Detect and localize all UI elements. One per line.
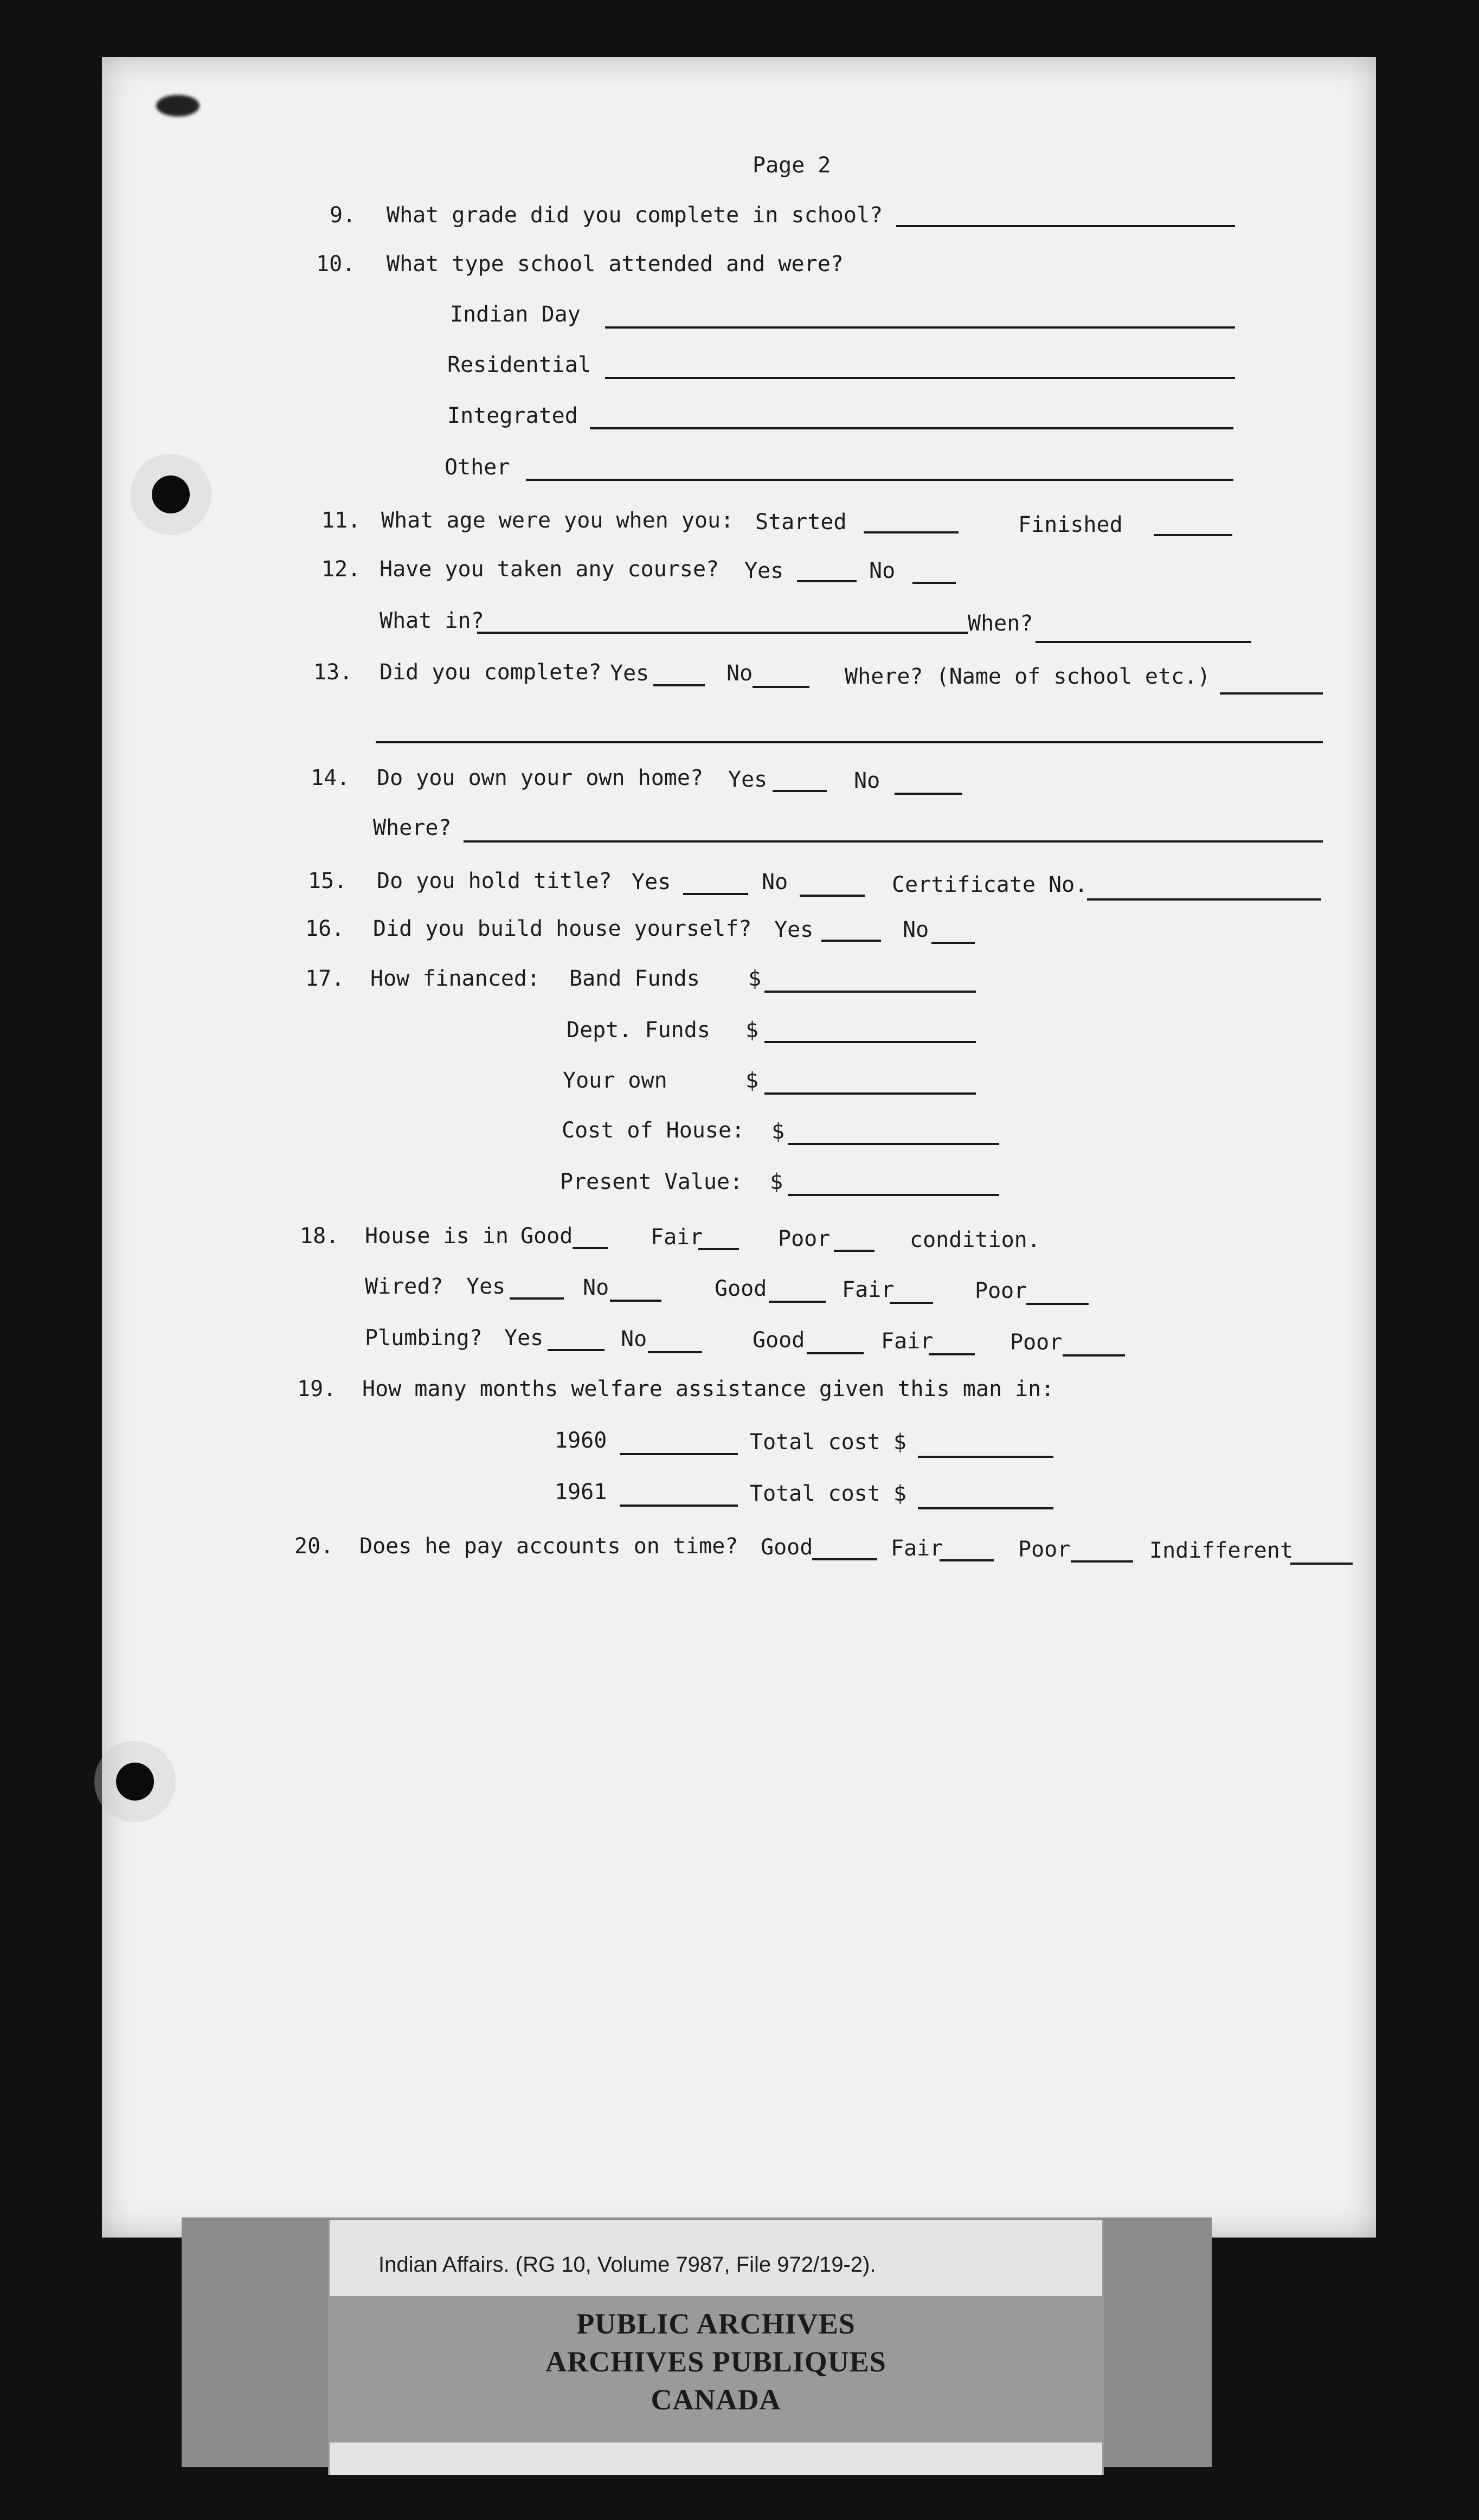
q16-number: 16. <box>305 916 345 941</box>
q17-present-value-label: Present Value: <box>560 1169 743 1194</box>
q15-number: 15. <box>308 869 348 893</box>
q10-indian-day-line[interactable] <box>605 326 1235 329</box>
q18-text: House is in <box>365 1224 509 1249</box>
q13-where-label: Where? (Name of school etc.) <box>845 664 1211 689</box>
q12-what-in-line[interactable] <box>477 632 968 634</box>
q14-where-label: Where? <box>373 815 452 840</box>
q15-certificate-line[interactable] <box>1087 898 1321 901</box>
q17-cost-of-house-dollar: $ <box>771 1119 785 1144</box>
q18-plumbing-poor-line[interactable] <box>1063 1354 1125 1357</box>
q12-what-in-label: What in? <box>380 608 484 633</box>
q18-number: 18. <box>300 1224 339 1249</box>
q12-yes-label: Yes <box>744 558 784 583</box>
q17-text: How financed: <box>370 966 541 991</box>
q18-wired-fair-line[interactable] <box>890 1302 933 1304</box>
q19-year-1960: 1960 <box>555 1428 607 1453</box>
q18-plumbing-no-line[interactable] <box>648 1351 702 1353</box>
q10-option-other: Other <box>445 455 510 480</box>
q17-dept-funds-line[interactable] <box>764 1041 976 1043</box>
ink-blot <box>156 95 200 117</box>
q17-your-own-label: Your own <box>563 1068 667 1093</box>
q20-number: 20. <box>294 1534 334 1559</box>
q18-plumbing-fair-label: Fair <box>881 1329 934 1354</box>
q14-no-line[interactable] <box>895 793 962 795</box>
stamp-line-public-archives: PUBLIC ARCHIVES <box>576 2307 856 2340</box>
q18-fair-label: Fair <box>651 1225 703 1250</box>
q12-when-label: When? <box>968 611 1033 636</box>
q20-good-line[interactable] <box>812 1558 877 1560</box>
q16-no-label: No <box>903 917 929 942</box>
q10-option-residential: Residential <box>447 352 591 377</box>
q18-wired-good-line[interactable] <box>769 1301 826 1303</box>
q14-number: 14. <box>311 766 350 790</box>
q13-no-line[interactable] <box>753 686 809 688</box>
q13-text: Did you complete? <box>380 660 602 685</box>
q12-number: 12. <box>321 557 361 582</box>
q13-where-line-2[interactable] <box>376 741 1323 743</box>
q18-wired-label: Wired? <box>365 1274 443 1299</box>
form-page <box>102 57 1376 2238</box>
q18-poor-line[interactable] <box>834 1250 874 1252</box>
q15-text: Do you hold title? <box>377 869 612 893</box>
q12-no-line[interactable] <box>912 582 956 584</box>
q17-present-value-dollar: $ <box>770 1169 783 1194</box>
q19-1961-total-cost-line[interactable] <box>918 1507 1053 1509</box>
archive-stamp <box>330 2296 1102 2442</box>
q16-text: Did you build house yourself? <box>373 916 752 941</box>
stamp-line-archives-publiques: ARCHIVES PUBLIQUES <box>545 2345 886 2378</box>
q16-yes-line[interactable] <box>821 940 881 942</box>
page-number: Page 2 <box>753 153 831 178</box>
q18-wired-no-line[interactable] <box>610 1300 661 1302</box>
q16-no-line[interactable] <box>931 942 975 944</box>
q13-yes-line[interactable] <box>653 684 705 686</box>
q17-your-own-line[interactable] <box>764 1092 976 1095</box>
q18-plumbing-label: Plumbing? <box>365 1326 483 1351</box>
q18-wired-fair-label: Fair <box>842 1277 895 1302</box>
q13-no-label: No <box>726 661 753 686</box>
q17-your-own-dollar: $ <box>745 1068 759 1093</box>
q20-indifferent-line[interactable] <box>1290 1563 1353 1565</box>
q17-cost-of-house-label: Cost of House: <box>562 1118 745 1143</box>
q18-plumbing-fair-line[interactable] <box>929 1353 975 1355</box>
q19-number: 19. <box>297 1377 337 1402</box>
q11-finished-label: Finished <box>1018 512 1123 537</box>
q18-wired-yes-line[interactable] <box>510 1297 564 1300</box>
q18-poor-label: Poor <box>778 1226 831 1251</box>
q15-certificate-label: Certificate No. <box>892 872 1088 897</box>
q20-indifferent-label: Indifferent <box>1149 1538 1293 1563</box>
q20-fair-line[interactable] <box>940 1559 994 1561</box>
q18-wired-yes-label: Yes <box>466 1274 506 1299</box>
q12-no-label: No <box>869 558 896 583</box>
q14-text: Do you own your own home? <box>377 766 704 790</box>
q20-text: Does he pay accounts on time? <box>359 1534 738 1559</box>
q11-text: What age were you when you: <box>381 508 734 533</box>
q10-residential-line[interactable] <box>605 377 1235 379</box>
q10-integrated-line[interactable] <box>590 427 1233 429</box>
punch-hole-bottom <box>116 1763 154 1801</box>
q14-no-label: No <box>854 768 880 793</box>
q17-cost-of-house-line[interactable] <box>788 1143 999 1145</box>
q19-1961-total-cost-label: Total cost $ <box>750 1481 906 1506</box>
q11-number: 11. <box>321 508 361 533</box>
q10-other-line[interactable] <box>526 479 1233 481</box>
q20-fair-label: Fair <box>891 1536 943 1561</box>
q14-yes-label: Yes <box>728 767 768 792</box>
q11-started-line[interactable] <box>864 531 959 533</box>
q17-present-value-line[interactable] <box>788 1194 999 1196</box>
q19-text: How many months welfare assistance given this man in: <box>362 1377 1054 1402</box>
q19-1960-months-line[interactable] <box>620 1453 738 1455</box>
q9-text: What grade did you complete in school? <box>387 203 883 228</box>
q9-answer-line[interactable] <box>896 225 1235 227</box>
q14-where-line[interactable] <box>464 840 1323 843</box>
q18-good-line[interactable] <box>573 1247 608 1249</box>
q15-yes-label: Yes <box>632 870 671 895</box>
q19-year-1961: 1961 <box>555 1480 607 1505</box>
q17-number: 17. <box>305 966 345 991</box>
q11-started-label: Started <box>755 510 847 535</box>
q17-dept-funds-label: Dept. Funds <box>567 1018 710 1043</box>
q18-plumbing-good-line[interactable] <box>807 1352 864 1354</box>
q14-yes-line[interactable] <box>773 790 827 792</box>
q20-good-label: Good <box>761 1535 813 1560</box>
q15-yes-line[interactable] <box>683 893 748 895</box>
q12-when-line[interactable] <box>1036 641 1251 643</box>
q17-band-funds-label: Band Funds <box>569 966 700 991</box>
q18-wired-good-label: Good <box>715 1276 767 1301</box>
archive-tag <box>328 2220 1104 2475</box>
q10-number: 10. <box>316 252 356 277</box>
q13-yes-label: Yes <box>610 661 650 686</box>
q18-plumbing-yes-line[interactable] <box>548 1349 605 1351</box>
q9-number: 9. <box>330 203 356 228</box>
q18-plumbing-yes-label: Yes <box>504 1326 544 1351</box>
q18-plumbing-poor-label: Poor <box>1010 1330 1063 1355</box>
q10-option-indian-day: Indian Day <box>450 302 581 327</box>
q18-wired-poor-line[interactable] <box>1026 1303 1089 1305</box>
q18-condition-label: condition. <box>910 1227 1040 1252</box>
q15-no-label: No <box>762 870 788 895</box>
archive-citation: Indian Affairs. (RG 10, Volume 7987, File 972/19-2). <box>378 2253 876 2277</box>
q10-option-integrated: Integrated <box>447 403 578 428</box>
q18-plumbing-good-label: Good <box>753 1328 805 1353</box>
stamp-line-canada: CANADA <box>651 2383 781 2416</box>
q17-band-funds-line[interactable] <box>764 991 976 993</box>
q12-yes-line[interactable] <box>797 580 857 582</box>
q10-text: What type school attended and were? <box>387 252 844 277</box>
q16-yes-label: Yes <box>774 917 814 942</box>
q18-good-label: Good <box>520 1224 573 1249</box>
q18-plumbing-no-label: No <box>621 1327 647 1352</box>
q17-dept-funds-dollar: $ <box>745 1018 759 1043</box>
q20-poor-line[interactable] <box>1071 1560 1133 1563</box>
q15-no-line[interactable] <box>800 895 865 897</box>
q19-1960-total-cost-label: Total cost $ <box>750 1430 906 1455</box>
q18-wired-poor-label: Poor <box>975 1278 1027 1303</box>
q18-fair-line[interactable] <box>698 1248 739 1250</box>
q19-1961-months-line[interactable] <box>620 1505 738 1507</box>
punch-hole-top <box>152 475 190 513</box>
q20-poor-label: Poor <box>1018 1537 1071 1562</box>
q11-finished-line[interactable] <box>1154 534 1232 536</box>
q12-text: Have you taken any course? <box>380 557 719 582</box>
q18-wired-no-label: No <box>583 1275 609 1300</box>
q13-where-line-1[interactable] <box>1220 692 1323 695</box>
q17-band-funds-dollar: $ <box>748 966 762 991</box>
q19-1960-total-cost-line[interactable] <box>918 1456 1053 1458</box>
q13-number: 13. <box>313 660 353 685</box>
